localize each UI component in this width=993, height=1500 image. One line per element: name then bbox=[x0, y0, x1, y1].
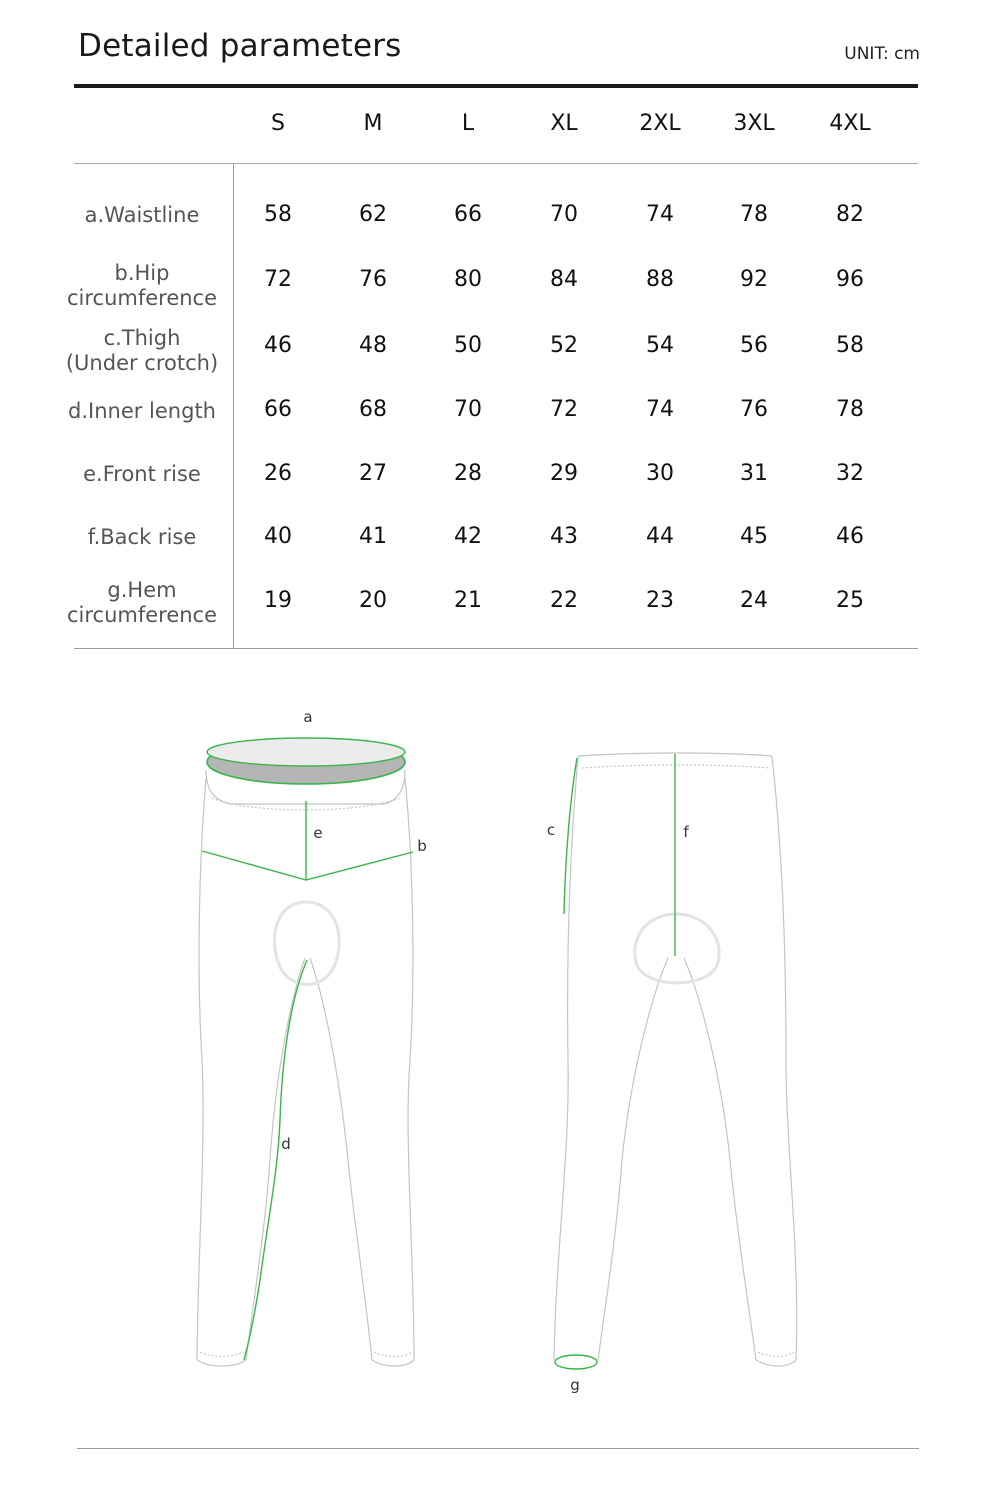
table-cell: 28 bbox=[454, 461, 482, 486]
table-cell: 31 bbox=[740, 461, 768, 486]
row-label-thigh bbox=[52, 323, 232, 379]
thigh-line bbox=[564, 758, 577, 914]
table-cell: 76 bbox=[740, 397, 768, 422]
table-cell: 76 bbox=[359, 267, 387, 292]
table-cell: 46 bbox=[836, 524, 864, 549]
diagram-label-a: a bbox=[303, 708, 313, 726]
table-cell: 20 bbox=[359, 588, 387, 613]
hem-ellipse bbox=[555, 1355, 597, 1369]
diagram-label-e: e bbox=[313, 824, 323, 842]
row-label-text: d.Inner length bbox=[68, 398, 216, 423]
table-header-rule bbox=[74, 163, 918, 164]
diagram-label-d: d bbox=[281, 1135, 291, 1153]
table-cell: 80 bbox=[454, 267, 482, 292]
diagram-label-c: c bbox=[546, 821, 556, 839]
table-bottom-rule bbox=[74, 648, 918, 649]
table-cell: 22 bbox=[550, 588, 578, 613]
table-cell: 62 bbox=[359, 202, 387, 227]
row-label-text: (Under crotch) bbox=[65, 351, 219, 375]
table-cell: 50 bbox=[454, 333, 482, 358]
diagram-label-g: g bbox=[570, 1376, 580, 1394]
table-cell: 45 bbox=[740, 524, 768, 549]
table-cell: 96 bbox=[836, 267, 864, 292]
table-cell: 58 bbox=[836, 333, 864, 358]
hip-line bbox=[202, 851, 413, 880]
row-label-text: e.Front rise bbox=[83, 461, 201, 486]
row-label-hem bbox=[52, 575, 232, 631]
table-cell: 70 bbox=[550, 202, 578, 227]
table-cell: 82 bbox=[836, 202, 864, 227]
table-cell: 21 bbox=[454, 588, 482, 613]
table-cell: 68 bbox=[359, 397, 387, 422]
row-label-text: c.Thigh bbox=[103, 326, 181, 350]
size-header-m: M bbox=[363, 111, 383, 136]
size-header-3xl: 3XL bbox=[733, 111, 775, 136]
pants-measurement-diagram bbox=[0, 680, 993, 1420]
table-cell: 92 bbox=[740, 267, 768, 292]
inner-length-line bbox=[244, 960, 307, 1360]
table-cell: 29 bbox=[550, 461, 578, 486]
row-label-text: circumference bbox=[66, 286, 218, 310]
size-header-s: S bbox=[271, 111, 285, 136]
table-cell: 23 bbox=[646, 588, 674, 613]
table-cell: 44 bbox=[646, 524, 674, 549]
table-cell: 66 bbox=[264, 397, 292, 422]
size-header-l: L bbox=[461, 111, 475, 136]
page-title: Detailed parameters bbox=[78, 28, 402, 64]
table-cell: 26 bbox=[264, 461, 292, 486]
table-cell: 43 bbox=[550, 524, 578, 549]
row-label-text: b.Hip bbox=[114, 261, 170, 285]
table-cell: 32 bbox=[836, 461, 864, 486]
size-header-2xl: 2XL bbox=[639, 111, 681, 136]
table-cell: 72 bbox=[550, 397, 578, 422]
table-cell: 88 bbox=[646, 267, 674, 292]
table-cell: 24 bbox=[740, 588, 768, 613]
table-cell: 40 bbox=[264, 524, 292, 549]
row-label-back-rise bbox=[52, 512, 232, 562]
row-label-waistline bbox=[52, 190, 232, 240]
table-cell: 30 bbox=[646, 461, 674, 486]
diagram-label-f: f bbox=[683, 823, 689, 841]
diagram-label-b: b bbox=[417, 837, 427, 855]
table-cell: 25 bbox=[836, 588, 864, 613]
table-cell: 70 bbox=[454, 397, 482, 422]
table-cell: 52 bbox=[550, 333, 578, 358]
row-label-text: f.Back rise bbox=[87, 524, 197, 549]
row-label-hip bbox=[52, 258, 232, 314]
table-cell: 19 bbox=[264, 588, 292, 613]
front-measure-lines bbox=[202, 738, 413, 1360]
table-cell: 84 bbox=[550, 267, 578, 292]
table-cell: 48 bbox=[359, 333, 387, 358]
table-cell: 54 bbox=[646, 333, 674, 358]
table-cell: 27 bbox=[359, 461, 387, 486]
table-cell: 78 bbox=[836, 397, 864, 422]
table-column-divider bbox=[233, 164, 234, 649]
table-cell: 58 bbox=[264, 202, 292, 227]
footer-rule bbox=[77, 1448, 919, 1449]
row-label-text: circumference bbox=[66, 603, 218, 627]
table-cell: 56 bbox=[740, 333, 768, 358]
size-header-4xl: 4XL bbox=[829, 111, 871, 136]
table-cell: 42 bbox=[454, 524, 482, 549]
unit-label: UNIT: cm bbox=[844, 44, 920, 64]
table-top-rule bbox=[74, 84, 918, 88]
row-label-text: g.Hem bbox=[107, 578, 177, 602]
row-label-front-rise bbox=[52, 449, 232, 499]
row-label-inner-length bbox=[52, 386, 232, 436]
back-measure-lines bbox=[555, 754, 675, 1369]
table-cell: 74 bbox=[646, 202, 674, 227]
size-header-xl: XL bbox=[550, 111, 578, 136]
table-cell: 41 bbox=[359, 524, 387, 549]
table-cell: 78 bbox=[740, 202, 768, 227]
table-cell: 46 bbox=[264, 333, 292, 358]
table-cell: 72 bbox=[264, 267, 292, 292]
row-label-text: a.Waistline bbox=[84, 202, 200, 227]
table-cell: 74 bbox=[646, 397, 674, 422]
table-cell: 66 bbox=[454, 202, 482, 227]
